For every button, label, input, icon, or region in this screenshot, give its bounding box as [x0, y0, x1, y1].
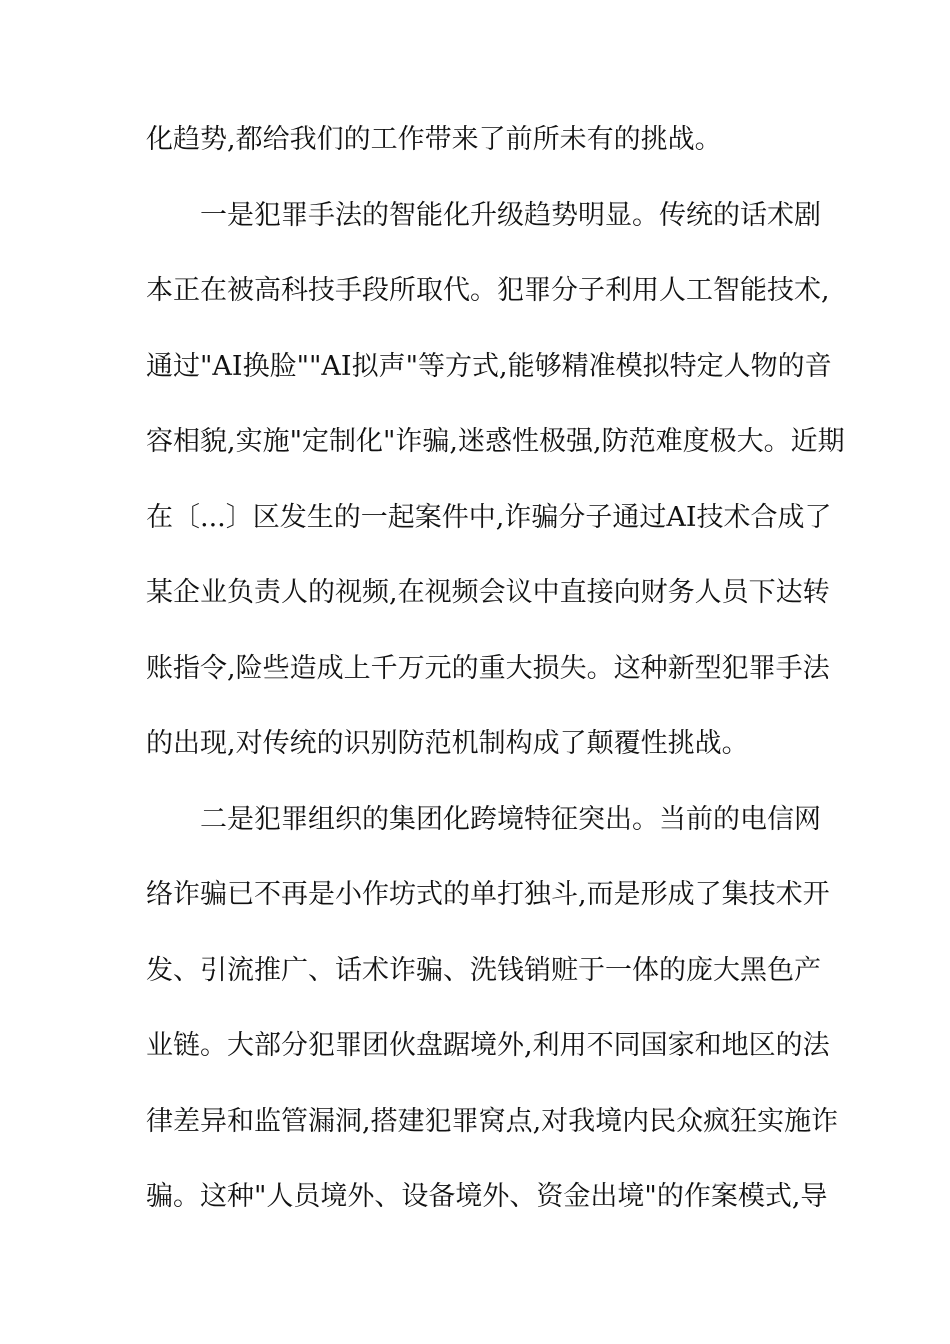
text-line: 律差异和监管漏洞,搭建犯罪窝点,对我境内民众疯狂实施诈: [146, 1105, 839, 1137]
text-line: 业链。大部分犯罪团伙盘踞境外,利用不同国家和地区的法: [146, 1030, 830, 1061]
text-line: 某企业负责人的视频,在视频会议中直接向财务人员下达转: [146, 577, 830, 608]
text-line: 骗。这种"人员境外、设备境外、资金出境"的作案模式,导: [146, 1181, 828, 1212]
text-line: 本正在被高科技手段所取代。犯罪分子利用人工智能技术,: [146, 275, 830, 306]
text-line: 络诈骗已不再是小作坊式的单打独斗,而是形成了集技术开: [146, 879, 830, 910]
text-line: 的出现,对传统的识别防范机制构成了颠覆性挑战。: [146, 728, 749, 759]
paragraph-first-line: 二是犯罪组织的集团化跨境特征突出。当前的电信网: [200, 803, 821, 835]
text-line: 容相貌,实施"定制化"诈骗,迷惑性极强,防范难度极大。近期: [146, 426, 845, 457]
text-line: 在〔...〕区发生的一起案件中,诈骗分子通过AI技术合成了: [146, 501, 832, 533]
text-line: 账指令,险些造成上千万元的重大损失。这种新型犯罪手法: [146, 652, 830, 684]
body-text: [146, 110, 845, 1243]
paragraph-first-line: 一是犯罪手法的智能化升级趋势明显。传统的话术剧: [200, 199, 821, 231]
text-line: 通过"AI换脸""AI拟声"等方式,能够精准模拟特定人物的音: [146, 350, 832, 382]
text-line: 发、引流推广、话术诈骗、洗钱销赃于一体的庞大黑色产: [146, 954, 821, 986]
text-line: 化趋势,都给我们的工作带来了前所未有的挑战。: [146, 124, 722, 155]
